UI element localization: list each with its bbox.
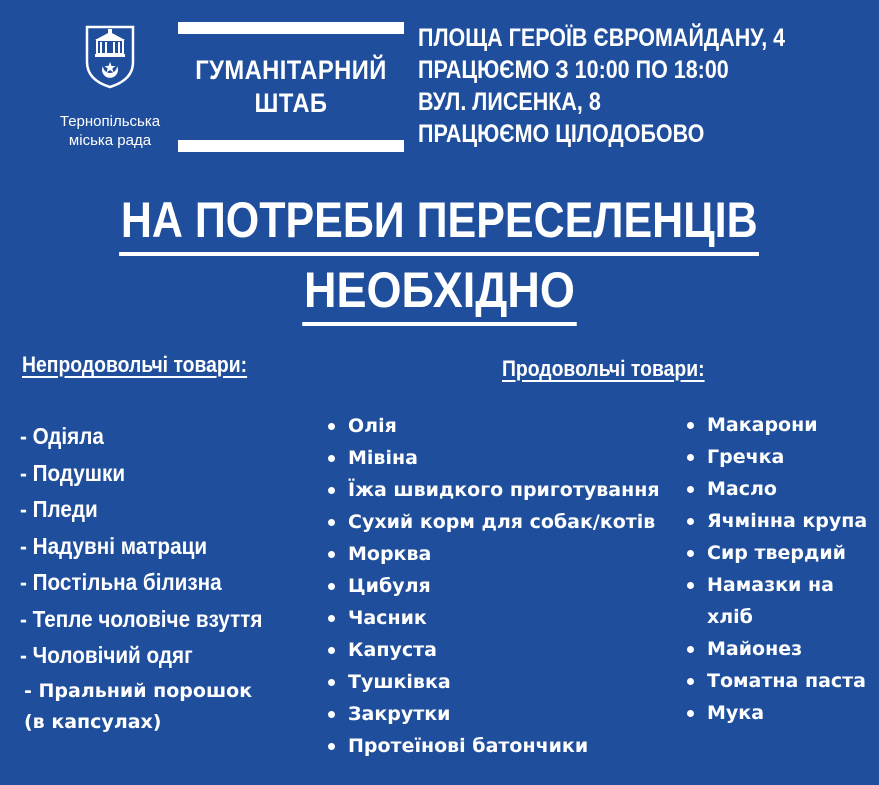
list-item: - Надувні матраци	[20, 532, 208, 559]
list-item: Масло	[683, 473, 867, 505]
non-food-list	[20, 418, 289, 674]
humanitarian-hq-block	[178, 22, 404, 152]
list-item: Сухий корм для собак/котів	[324, 506, 660, 538]
extra-item-line1: - Пральний порошок	[24, 680, 253, 702]
list-item: - Постільна білизна	[20, 569, 222, 595]
list-item: Гречка	[683, 441, 867, 473]
list-item: Ячмінна крупа	[683, 505, 867, 537]
hours-line: ПРАЦЮЄМО З 10:00 ПО 18:00	[418, 56, 729, 84]
list-item: Тушківка	[324, 666, 660, 698]
extra-item-line2: (в капсулах)	[24, 711, 162, 733]
non-food-title: Непродовольчі товари:	[22, 352, 248, 377]
headline-line1: НА ПОТРЕБИ ПЕРЕСЕЛЕНЦІВ	[0, 192, 879, 256]
hq-title	[192, 34, 391, 140]
list-item: - Тепле чоловіче взуття	[20, 605, 263, 632]
list-item: Намазки на хліб	[683, 569, 857, 633]
city-coat-of-arms-icon	[84, 24, 136, 90]
hq-title-line1: ГУМАНІТАРНИЙ	[195, 55, 387, 85]
non-food-extra-item	[24, 676, 252, 738]
list-item: Їжа швидкого приготування	[324, 474, 660, 506]
hq-title-line2: ШТАБ	[254, 88, 328, 118]
logo-block	[40, 24, 180, 150]
headline-line2: НЕОБХІДНО	[0, 262, 879, 326]
list-item: - Одіяла	[20, 423, 104, 449]
org-name-line1: Тернопільська	[59, 113, 161, 130]
list-item: - Пледи	[20, 496, 98, 522]
list-item: Макарони	[683, 409, 867, 441]
food-title: Продовольчі товари:	[502, 356, 705, 381]
list-item: Сир твердий	[683, 537, 867, 569]
list-item: Мука	[683, 697, 867, 729]
list-item: Морква	[324, 538, 660, 570]
food-list-column1	[324, 410, 660, 762]
address-line: ПЛОЩА ГЕРОЇВ ЄВРОМАЙДАНУ, 4	[418, 24, 786, 52]
list-item: Томатна паста	[683, 665, 867, 697]
list-item: Капуста	[324, 634, 660, 666]
list-item: Олія	[324, 410, 660, 442]
list-item: Часник	[324, 602, 660, 634]
list-item: Цибуля	[324, 570, 660, 602]
hours-line: ПРАЦЮЄМО ЦІЛОДОБОВО	[418, 120, 705, 148]
hq-top-bar	[178, 22, 404, 34]
list-item: Протеїнові батончики	[324, 730, 660, 762]
hq-bottom-bar	[178, 140, 404, 152]
org-name-line2: міська рада	[68, 132, 152, 149]
list-item: Мівіна	[324, 442, 660, 474]
list-item: Майонез	[683, 633, 867, 665]
address-line: ВУЛ. ЛИСЕНКА, 8	[418, 88, 601, 116]
food-list-column2	[683, 409, 867, 729]
addresses-block	[418, 22, 873, 150]
list-item: Закрутки	[324, 698, 660, 730]
list-item: - Чоловічий одяг	[20, 642, 193, 668]
list-item: - Подушки	[20, 459, 126, 486]
